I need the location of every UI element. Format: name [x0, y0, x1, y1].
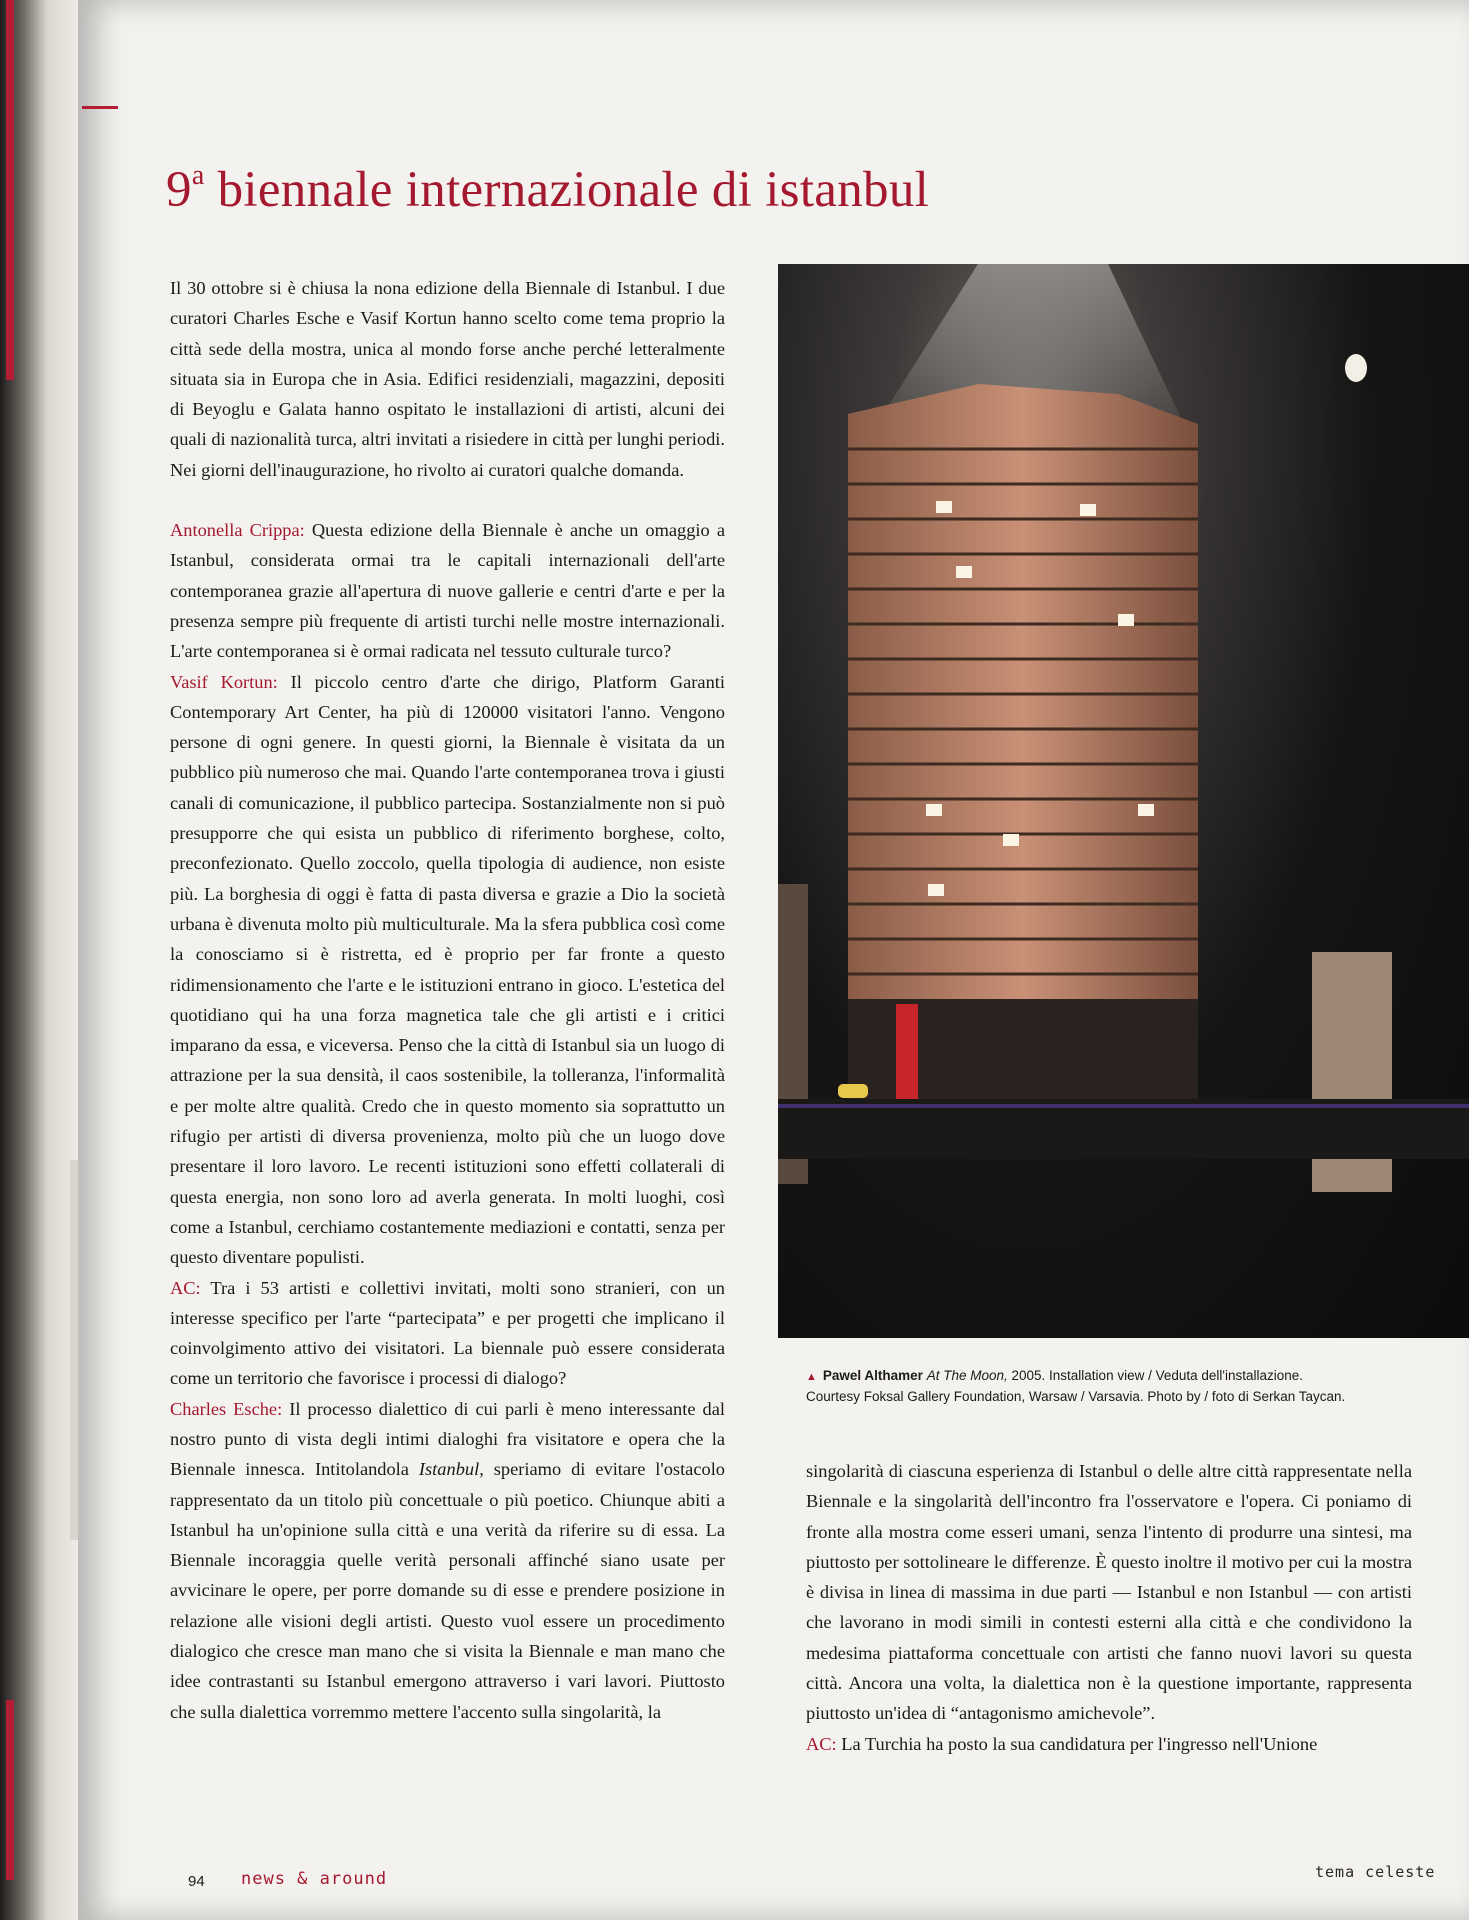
speaker-name: AC:	[170, 1277, 201, 1298]
answer-text: speriamo di evitare l'ostacolo rappresentato da un titolo più concettuale o più poetico. Chiunque abiti a Istanbul ha un'opinione sulla città e una verità da riferire su di essa. La Biennale incoraggia quelle verità personali affinché siano usate per avvicinare le opere, per porre domande su di esse e prendere posizione in relazione alle visioni degli artisti. Questo vuol essere un procedimento dialogico che cresce man mano che si visita la Biennale e man mano che idee contrastanti su Istanbul emergono attraverso i vari lavori. Piuttosto che sulla dialettica vorremmo mettere l'accento sulla singolarità, la	[170, 1459, 726, 1722]
question-text: La Turchia ha posto la sua candidatura per l'ingresso nell'Unione	[836, 1733, 1318, 1754]
taxi	[838, 1084, 868, 1098]
question-text: Questa edizione della Biennale è anche un omaggio a Istanbul, considerata ormai tra le capitali internazionali dell'arte contemporanea grazie all'apertura di nuove gallerie e centri d'arte e per la presenza sempre più frequente di artisti turchi nelle mostre internazionali. L'arte contemporanea si è ormai radicata nel tessuto culturale turco?	[170, 520, 725, 662]
caption-work-title: At The Moon,	[926, 1368, 1008, 1383]
speaker-name: Vasif Kortun:	[170, 671, 278, 692]
photo-caption	[806, 1366, 1446, 1407]
tower-night-illustration	[778, 264, 1469, 1338]
interview-answer-2	[170, 1394, 725, 1727]
street-light-reflection	[778, 1104, 1469, 1108]
text-column-left	[170, 273, 725, 1727]
page-number: 94	[188, 1873, 205, 1890]
speaker-name: Charles Esche:	[170, 1398, 283, 1419]
answer-emphasis: Istanbul,	[418, 1459, 484, 1480]
spine-red-strip	[6, 0, 14, 380]
interview-question-1	[170, 515, 725, 666]
caption-artist: Pawel Althamer	[822, 1368, 923, 1383]
answer-continuation: singolarità di ciascuna esperienza di Istanbul o delle altre città rappresentate nella Biennale e la singolarità dell'incontro fra l'osservatore e l'opera. Ci poniamo di fronte alla mostra come esseri umani, senza l'intento di produrre una sintesi, ma piuttosto per sottolineare le differenze. È questo inoltre il motivo per cui la mostra è divisa in linea di massima in due parti — Istanbul e non Istanbul — con artisti che lavorano in modi simili in contesti esterni alla città e che condividono la medesima piattaforma concettuale con artisti che fanno nuovi lavori su questa città. Ancora una volta, la dialettica non è la questione importante, rappresenta piuttosto un'idea di “antagonismo amichevole”.	[806, 1461, 1412, 1724]
moon-icon	[1345, 354, 1367, 382]
section-name: news & around	[241, 1869, 388, 1889]
red-entrance	[896, 1004, 918, 1104]
interview-question-3	[806, 1729, 1412, 1759]
speaker-name: Antonella Crippa:	[170, 520, 305, 541]
title-superscript: a	[191, 160, 205, 191]
triangle-up-icon: ▲	[806, 1371, 817, 1383]
speaker-name: AC:	[806, 1733, 837, 1754]
answer-text: Il processo dialettico di cui parli è meno interessante dal nostro punto di vista degli intimi dialoghi fra visitatore e opera che la Biennale innesca. Intitolandola	[170, 1398, 725, 1480]
magazine-name: tema celeste	[1315, 1863, 1436, 1881]
magazine-spine	[0, 0, 78, 1920]
text-column-right	[806, 1456, 1412, 1759]
question-text: Tra i 53 artisti e collettivi invitati, molti sono stranieri, con un interesse specifico per l'arte “partecipata” e per progetti che implicano il coinvolgimento attivo dei visitatori. La biennale può essere considerata come un territorio che favorisce i processi di dialogo?	[170, 1277, 725, 1389]
article-title	[166, 160, 929, 219]
intro-paragraph: Il 30 ottobre si è chiusa la nona edizione della Biennale di Istanbul. I due curatori Charles Esche e Vasif Kortun hanno scelto come tema proprio la città sede della mostra, unica al mondo forse anche perché letteralmente situata sia in Europa che in Asia. Edifici residenziali, magazzini, depositi di Beyoglu e Galata hanno ospitato le installazioni di artisti, alcuni dei quali di nazionalità turca, altri invitati a risiedere in città per lunghi periodi. Nei giorni dell'inaugurazione, ho rivolto ai curatori qualche domanda.	[170, 278, 725, 480]
answer-text: Il piccolo centro d'arte che dirigo, Platform Garanti Contemporary Art Center, ha più di 120000 visitatori l'anno. Vengono persone di ogni genere. In questi giorni, la Biennale è visitata da un pubblico più numeroso che mai. Quando l'arte contemporanea trova i giusti canali di comunicazione, il pubblico partecipa. Sostanzialmente non si può presupporre che qui esista un pubblico di riferimento borghese, colto, preconfezionato. Quello zoccolo, quella tipologia di audience, non esiste più. La borghesia di oggi è fatta di pasta diversa e grazie a Dio la società urbana è divenuta molto più multiculturale. Ma la sfera pubblica così come la conosciamo si è ristretta, ed è proprio per far fronte a questo ridimensionamento che l'arte e le istituzioni entrano in gioco. L'estetica del quotidiano qui ha una forza magnetica tale che gli artisti e i critici imparano da essa, e viceversa. Penso che la città di Istanbul sia un luogo di attrazione per la sua densità, il caos sostenibile, la tolleranza, l'informalità e per molte altre qualità. Credo che in questo momento sia soprattutto un rifugio per artisti di diversa provenienza, molto più che un luogo dove presentare il loro lavoro. Le recenti istituzioni sono effetti collaterali di questa energia, non sono loro ad averla generata. In molti luoghi, così come a Istanbul, cerchiamo costantemente mediazioni e contatti, senza per questo diventare populisti.	[170, 671, 725, 1268]
interview-answer-1	[170, 667, 725, 1273]
caption-line-1: 2005. Installation view / Veduta dell'installazione.	[1007, 1368, 1304, 1383]
caption-line-2: Courtesy Foksal Gallery Foundation, Warsaw / Varsavia. Photo by / foto di Serkan Taycan.	[806, 1389, 1346, 1404]
spine-red-strip	[6, 1700, 14, 1880]
installation-photo	[778, 264, 1469, 1338]
tower-facade	[848, 384, 1198, 999]
title-text: biennale internazionale di istanbul	[204, 162, 930, 218]
header-rule	[82, 106, 118, 109]
title-number: 9	[166, 162, 192, 218]
interview-question-2	[170, 1273, 725, 1394]
